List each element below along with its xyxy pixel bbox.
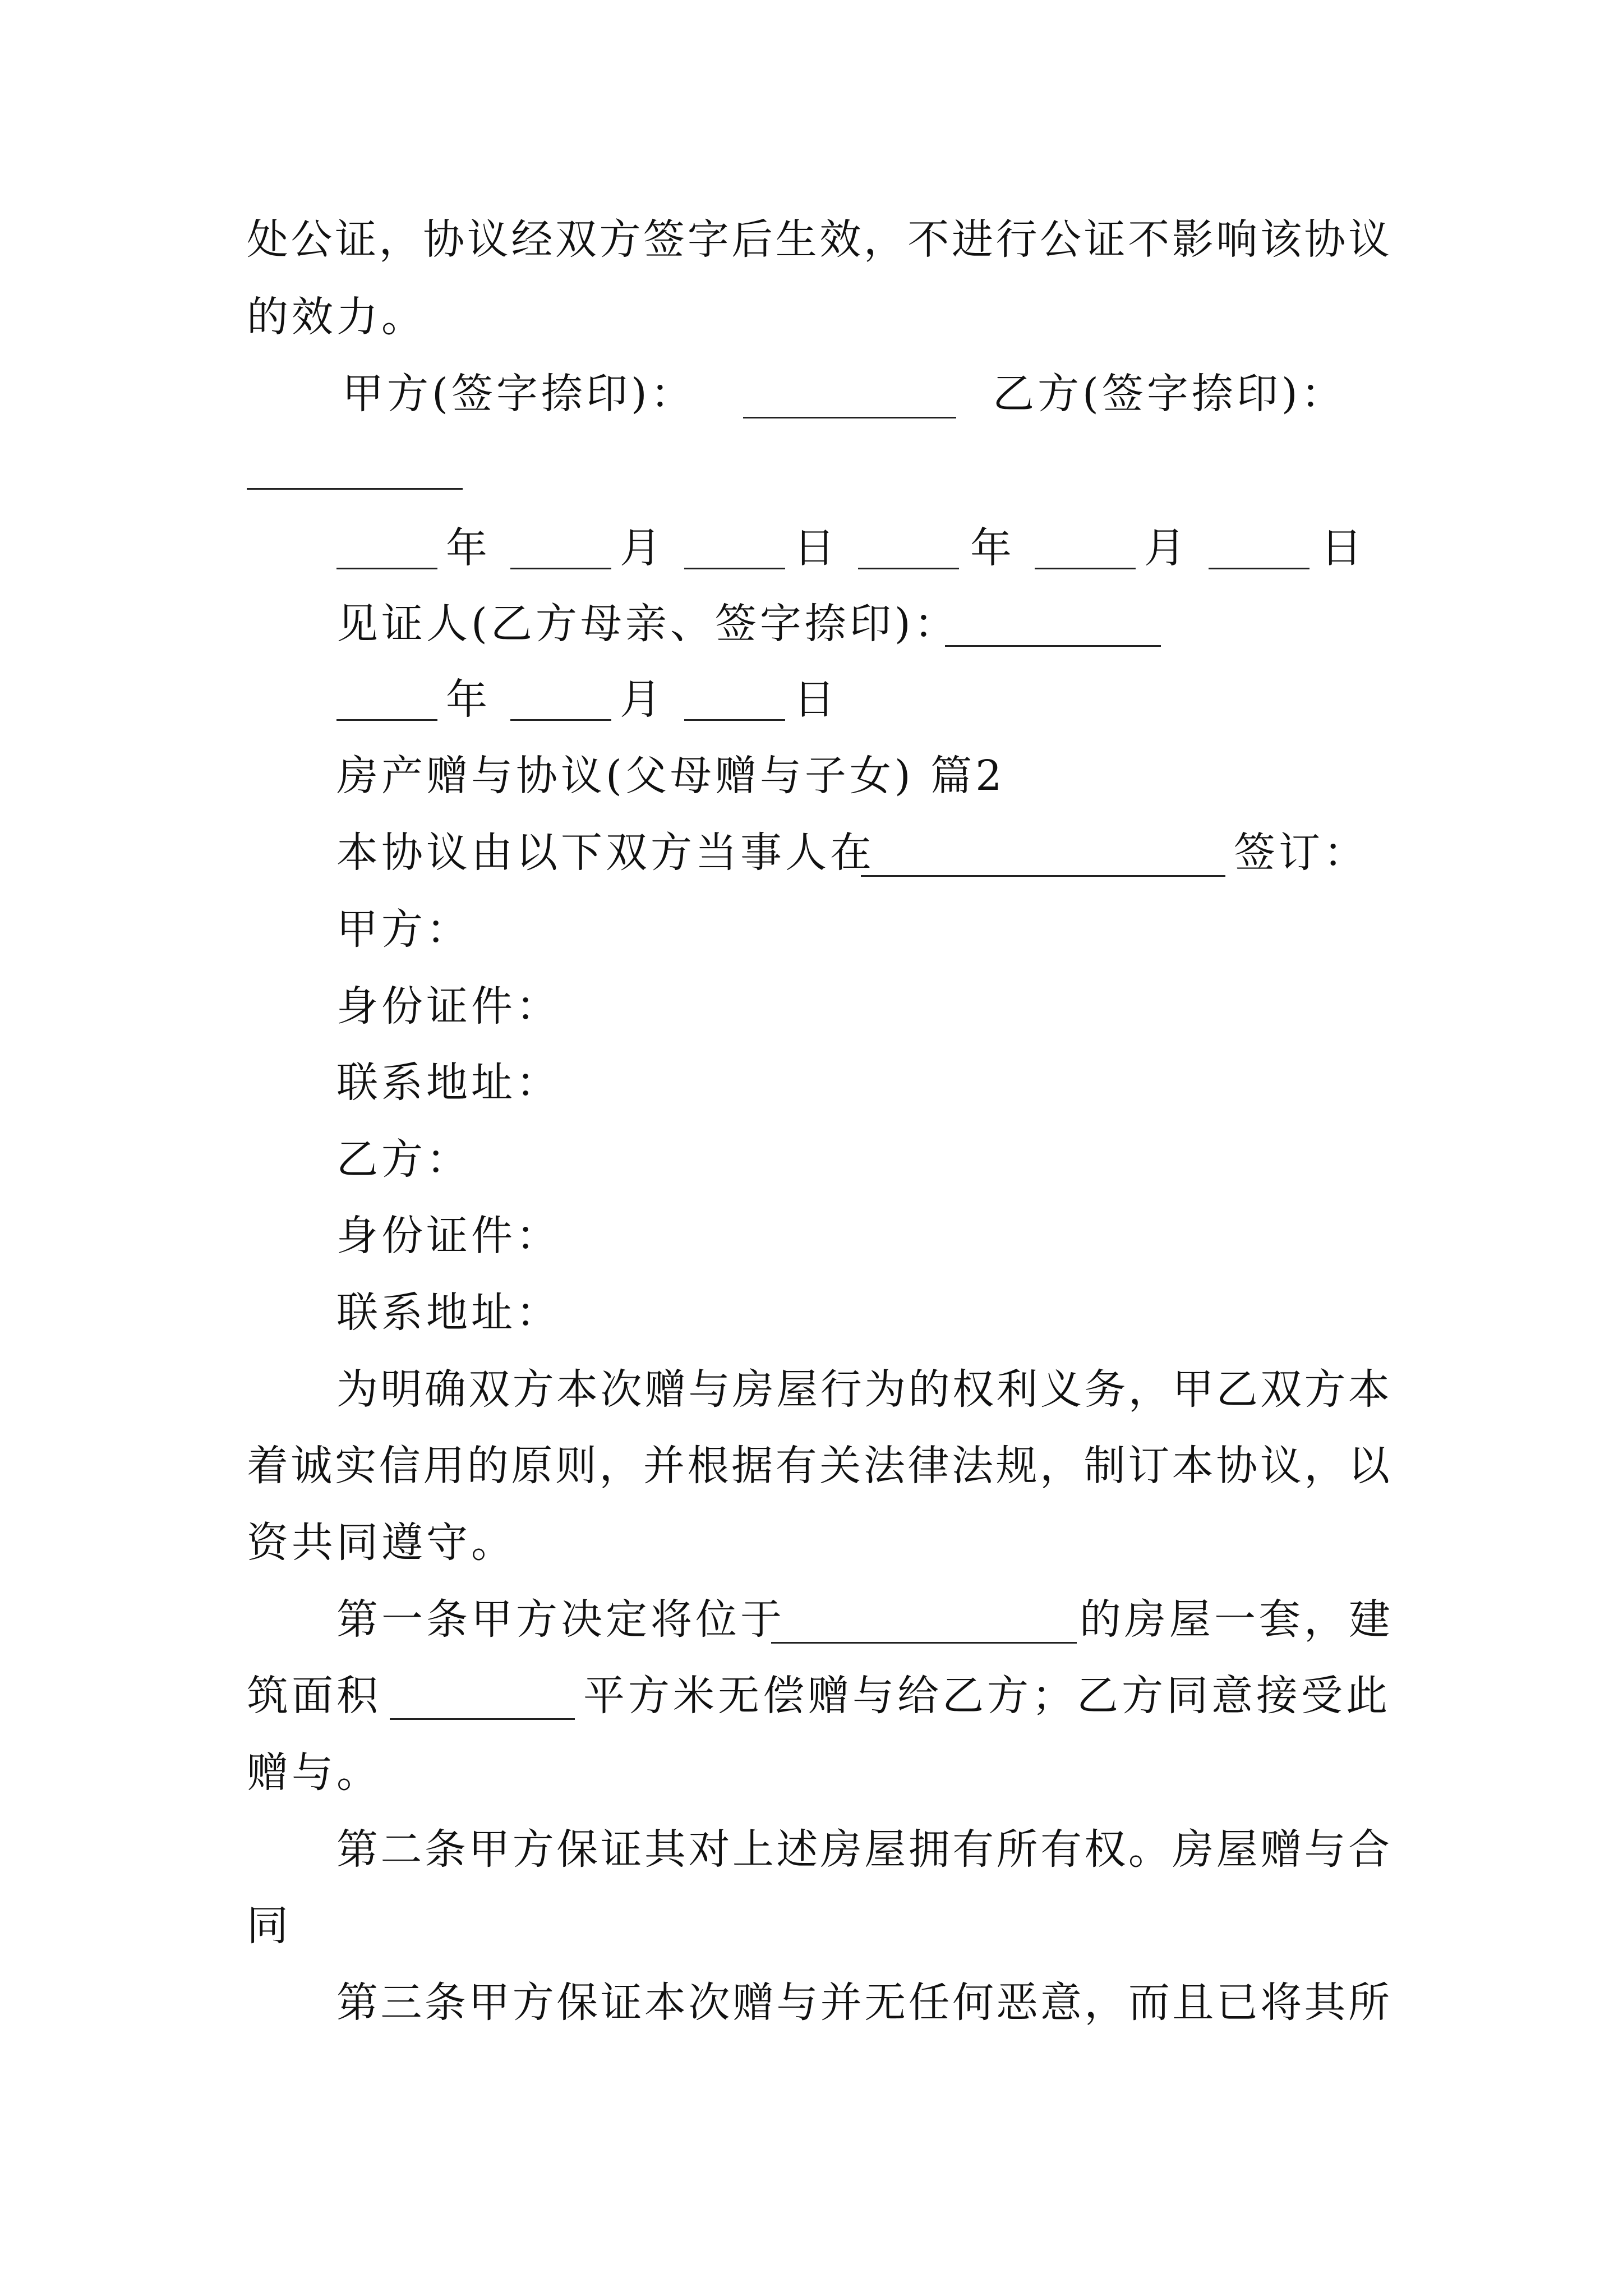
- date-blank: [336, 568, 437, 569]
- party-a-id-label: 身份证件：: [336, 982, 561, 1030]
- party-b-id-label: 身份证件：: [336, 1212, 561, 1260]
- date-blank: [684, 719, 785, 721]
- date-month-label: 月: [1144, 524, 1189, 572]
- date-day-label: 日: [794, 524, 838, 572]
- section-title: 房产赠与协议(父母赠与子女) 篇2: [336, 752, 1006, 800]
- paragraph-line: 的效力。: [247, 293, 426, 341]
- party-a-address-label: 联系地址：: [336, 1059, 561, 1107]
- date-year-label: 年: [970, 524, 1015, 572]
- intro-text: 本协议由以下双方当事人在: [336, 829, 875, 877]
- party-b-address-label: 联系地址：: [336, 1289, 561, 1337]
- date-year-label: 年: [446, 524, 491, 572]
- article-3-text: 第三条甲方保证本次赠与并无任何恶意，而且已将其所: [336, 1978, 1390, 2027]
- date-blank: [1035, 568, 1136, 569]
- paragraph-line: 处公证，协议经双方签字后生效，不进行公证不影响该协议: [247, 215, 1390, 264]
- date-blank: [510, 719, 611, 721]
- date-blank: [858, 568, 959, 569]
- date-blank: [684, 568, 785, 569]
- date-year-label: 年: [446, 675, 491, 724]
- address-blank: [771, 1642, 1077, 1644]
- date-blank: [510, 568, 611, 569]
- party-a-signature-blank: [743, 417, 956, 418]
- article-1-text: 筑面积: [247, 1672, 381, 1720]
- date-blank: [1209, 568, 1310, 569]
- date-day-label: 日: [794, 675, 838, 724]
- intro-text: 签订：: [1234, 829, 1368, 877]
- article-1-text: 第一条甲方决定将位于: [336, 1595, 785, 1644]
- party-a-name-label: 甲方：: [336, 905, 471, 954]
- witness-label: 见证人(乙方母亲、签字捺印)：: [336, 600, 959, 648]
- area-blank: [390, 1718, 575, 1720]
- paragraph-line: 着诚实信用的原则，并根据有关法律法规，制订本协议，以: [247, 1442, 1390, 1490]
- date-month-label: 月: [620, 675, 665, 724]
- article-2-text: 同: [247, 1902, 292, 1950]
- witness-signature-blank: [945, 645, 1161, 647]
- date-month-label: 月: [620, 524, 665, 572]
- article-1-text: 赠与。: [247, 1749, 381, 1797]
- party-a-signature-label: 甲方(签字捺印)：: [342, 370, 695, 418]
- article-2-text: 第二条甲方保证其对上述房屋拥有所有权。房屋赠与合: [336, 1825, 1390, 1874]
- party-b-name-label: 乙方：: [336, 1135, 471, 1184]
- party-b-signature-label: 乙方(签字捺印)：: [993, 370, 1346, 418]
- party-b-signature-blank: [247, 488, 463, 490]
- date-blank: [336, 719, 437, 721]
- paragraph-line: 资共同遵守。: [247, 1519, 516, 1567]
- article-1-text: 平方米无偿赠与给乙方；乙方同意接受此: [583, 1672, 1391, 1720]
- article-1-text: 的房屋一套，建: [1080, 1595, 1394, 1644]
- paragraph-line: 为明确双方本次赠与房屋行为的权利义务，甲乙双方本: [336, 1365, 1390, 1414]
- date-day-label: 日: [1321, 524, 1366, 572]
- location-blank: [861, 875, 1225, 877]
